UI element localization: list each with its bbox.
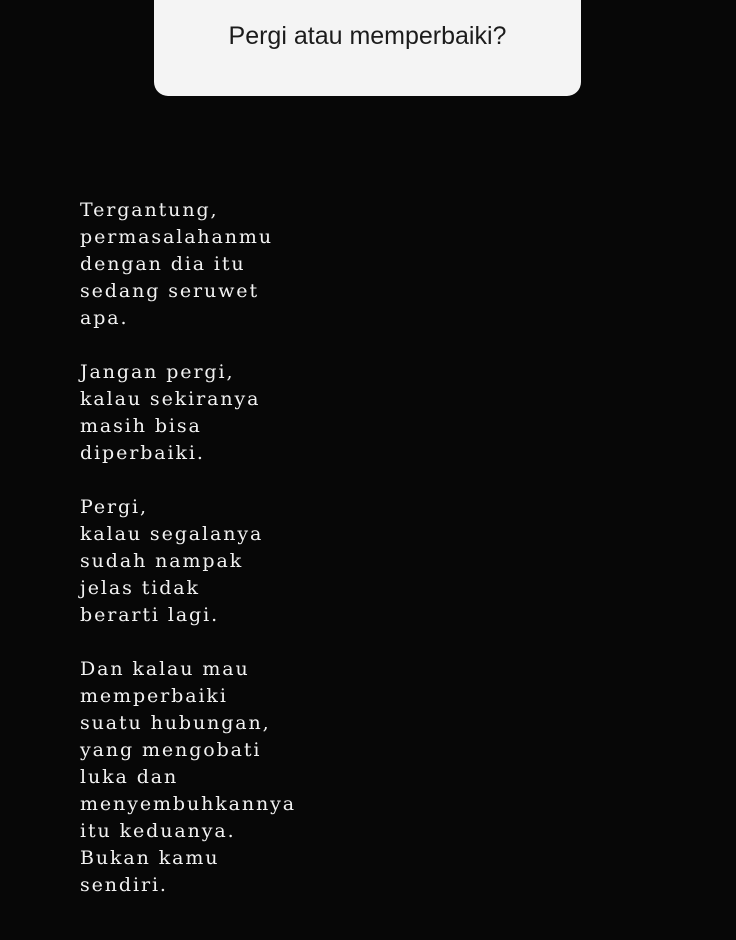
answer-stanza <box>80 359 296 467</box>
question-sticker <box>154 0 581 96</box>
answer-line: apa. <box>80 307 129 329</box>
answer-line: menyembuhkannya <box>80 793 297 815</box>
answer-line: sendiri. <box>80 874 168 896</box>
answer-line: Pergi, <box>80 496 148 518</box>
answer-line: diperbaiki. <box>80 442 205 464</box>
answer-line: Bukan kamu <box>80 847 220 869</box>
answer-stanza <box>80 656 296 899</box>
answer-line: Jangan pergi, <box>80 361 235 383</box>
answer-line: masih bisa <box>80 415 202 437</box>
answer-line: sudah nampak <box>80 550 244 572</box>
answer-line: suatu hubungan, <box>80 712 271 734</box>
answer-line: dengan dia itu <box>80 253 246 275</box>
answer-line: itu keduanya. <box>80 820 236 842</box>
answer-line: memperbaiki <box>80 685 228 707</box>
question-text: Pergi atau memperbaiki? <box>228 22 507 50</box>
answer-stanza <box>80 494 296 629</box>
answer-stanza <box>80 197 296 332</box>
answer-line: berarti lagi. <box>80 604 220 626</box>
answer-line: kalau sekiranya <box>80 388 261 410</box>
answer-line: Dan kalau mau <box>80 658 250 680</box>
answer-line: yang mengobati <box>80 739 262 761</box>
answer-line: kalau segalanya <box>80 523 264 545</box>
answer-line: Tergantung, <box>80 199 219 221</box>
answer-line: jelas tidak <box>80 577 200 599</box>
answer-line: luka dan <box>80 766 179 788</box>
answer-line: sedang seruwet <box>80 280 259 302</box>
answer-line: permasalahanmu <box>80 226 273 248</box>
answer-text-block <box>80 197 296 926</box>
